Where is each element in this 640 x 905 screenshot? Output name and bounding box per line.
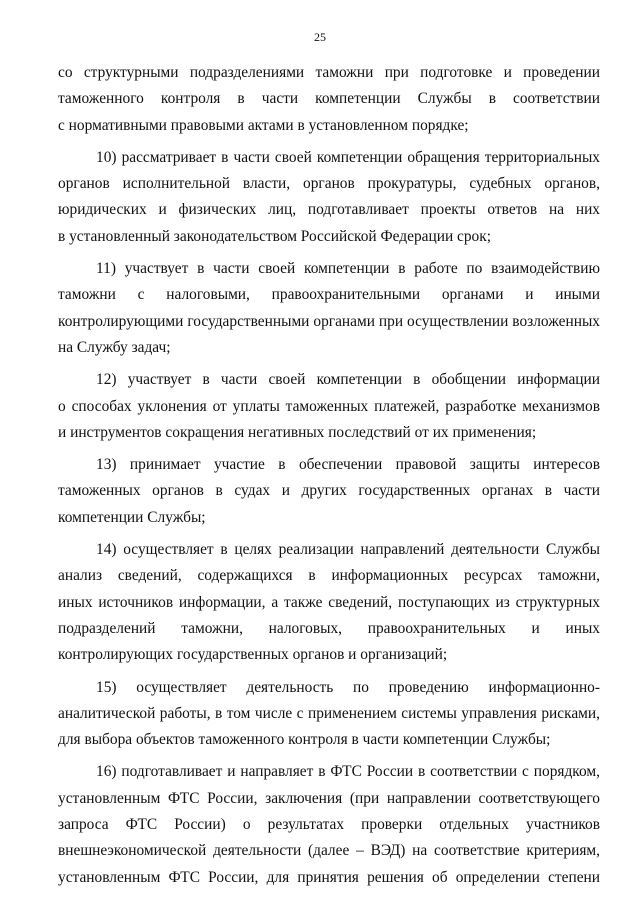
text-line: контролирующих государственных органов и организаций; <box>58 646 448 664</box>
text-line: внешнеэкономической деятельности (далее – ВЭД) на соответствие критериям, <box>58 842 600 860</box>
text-line: таможни с налоговыми, правоохранительными органами и иными <box>58 286 600 304</box>
text-line: со структурными подразделениями таможни при подготовке и проведении <box>58 64 600 81</box>
text-line: аналитической работы, в том числе с применением системы управления рисками, <box>58 704 600 722</box>
text-line: о способах уклонения от уплаты таможенных платежей, разработке механизмов <box>58 397 600 415</box>
text-line: запроса ФТС России) о результатах проверки отдельных участников <box>58 816 600 834</box>
text-line: таможенных органов в судах и других государственных органах в части <box>58 482 600 500</box>
text-line: и инструментов сокращения негативных последствий от их применения; <box>58 423 537 441</box>
text-line: 10) рассматривает в части своей компетенции обращения территориальных <box>96 148 600 166</box>
text-line: 16) подготавливает и направляет в ФТС России в соответствии с порядком, <box>96 763 600 781</box>
text-line: контролирующими государственными органами при осуществлении возложенных <box>58 312 600 330</box>
text-line: установленным ФТС России, заключения (при направлении соответствующего <box>58 789 600 807</box>
document-body <box>58 60 600 891</box>
text-line: установленным ФТС России, для принятия решения об определении степени <box>58 868 600 886</box>
text-line: в установленный законодательством Российской Федерации срок; <box>58 227 492 245</box>
text-line: 11) участвует в части своей компетенции в работе по взаимодействию <box>96 260 600 278</box>
text-line: юридических и физических лиц, подготавливает проекты ответов на них <box>58 201 600 219</box>
text-line: таможенного контроля в части компетенции Службы в соответствии <box>58 90 600 108</box>
text-line: с нормативными правовыми актами в установленном порядке; <box>58 116 469 134</box>
text-line: 15) осуществляет деятельность по проведению информационно- <box>96 678 600 696</box>
text-line: органов исполнительной власти, органов прокуратуры, судебных органов, <box>58 175 600 193</box>
text-line: 13) принимает участие в обеспечении правовой защиты интересов <box>96 456 600 474</box>
text-line: иных источников информации, а также сведений, поступающих из структурных <box>58 593 600 611</box>
text-line: 12) участвует в части своей компетенции в обобщении информации <box>96 371 600 389</box>
text-line: подразделений таможни, налоговых, правоохранительных и иных <box>58 619 600 637</box>
text-line: для выбора объектов таможенного контроля в части компетенции Службы; <box>58 731 551 749</box>
text-line: анализ сведений, содержащихся в информационных ресурсах таможни, <box>58 567 600 585</box>
text-line: компетенции Службы; <box>58 508 206 526</box>
text-line: на Службу задач; <box>58 338 171 356</box>
text-line: 14) осуществляет в целях реализации направлений деятельности Службы <box>96 541 600 559</box>
page-number: 25 <box>314 30 326 44</box>
